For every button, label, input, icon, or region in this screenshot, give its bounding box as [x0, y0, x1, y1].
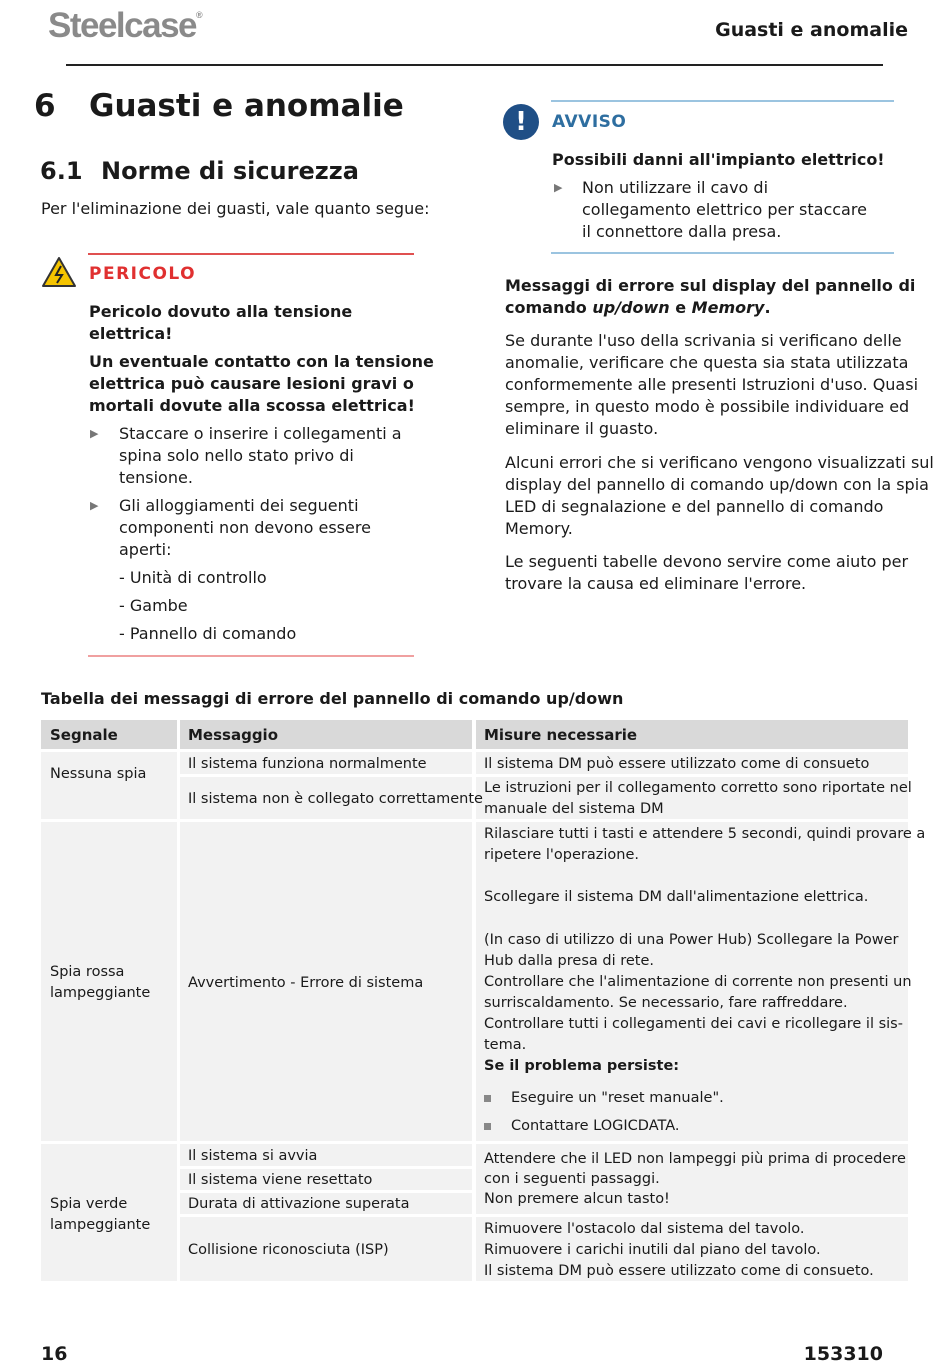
electric-warning-icon [41, 256, 77, 288]
errors-paragraph-2: Alcuni errori che si verificano vengono visualizzati sul display del pannello di comando up/down con la spia LED di segnalazione e del pannello di comando Memory. [505, 453, 934, 538]
signal-none: Nessuna spia [50, 766, 147, 782]
page-number: 16 [41, 1343, 68, 1365]
errors-paragraph-3: Le seguenti tabelle devono servire come aiuto per trovare la causa ed eliminare l'errore. [505, 552, 909, 593]
section-heading: 6.1 Norme di sicurezza [40, 157, 359, 185]
document-number: 153310 [803, 1343, 883, 1365]
action-text: Attendere che il LED non lampeggi più prima di procedere con i seguenti passaggi. Non premere alcun tasto! [484, 1151, 906, 1207]
square-bullet-icon [484, 1095, 491, 1102]
table-title: Tabella dei messaggi di errore del pannello di comando up/down [41, 689, 624, 708]
signal-red-blinking: Spia rossa lampeggiante [50, 964, 151, 1001]
danger-step-2: Gli alloggiamenti dei seguenti componenti non devono essere aperti: [119, 496, 371, 559]
action-text: Il sistema DM può essere utilizzato come di consueto [484, 756, 870, 772]
message-text: Il sistema non è collegato correttamente [188, 791, 483, 807]
message-text: Durata di attivazione superata [188, 1196, 410, 1212]
errors-heading: Messaggi di errore sul display del pannello di comando up/down e Memory. [505, 276, 916, 317]
notice-step: Non utilizzare il cavo di collegamento elettrico per staccare il connettore dalla presa. [582, 178, 867, 241]
danger-label: PERICOLO [89, 264, 197, 284]
notice-label: AVVISO [552, 112, 627, 132]
danger-step-1: Staccare o inserire i collegamenti a spina solo nello stato privo di tensione. [119, 424, 402, 487]
table-cell [41, 752, 177, 819]
header-divider [66, 64, 883, 66]
list-item: Contattare LOGICDATA. [484, 1116, 680, 1137]
errors-paragraph-1: Se durante l'uso della scrivania si verificano delle anomalie, verificare che questa sia stata utilizzata conformemente alle presenti Istruzioni d'uso. Quasi sempre, in questo modo è possibile individuare ed eliminare il guasto. [505, 331, 919, 438]
message-text: Il sistema si avvia [188, 1148, 318, 1164]
message-text: Avvertimento - Errore di sistema [188, 975, 424, 991]
action-text: Rimuovere l'ostacolo dal sistema del tavolo. Rimuovere i carichi inutili dal piano del tavolo. Il sistema DM può essere utilizzato come di consueto. [484, 1221, 874, 1279]
chapter-heading: 6 Guasti e anomalie [34, 88, 404, 124]
arrow-bullet-icon: ▶ [90, 427, 99, 440]
danger-warning: Un eventuale contatto con la tensione elettrica può causare lesioni gravi o mortali dovute alla scossa elettrica! [89, 352, 434, 415]
header-signal: Segnale [50, 726, 118, 744]
header-message: Messaggio [188, 726, 278, 744]
header-actions: Misure necessarie [484, 726, 638, 744]
steelcase-logo: Steelcase® [48, 6, 203, 45]
list-item: Eseguire un "reset manuale". [484, 1088, 724, 1109]
message-text: Collisione riconosciuta (ISP) [188, 1242, 389, 1258]
signal-green-blinking: Spia verde lampeggiante [50, 1196, 151, 1233]
component-item: - Gambe [119, 596, 188, 615]
intro-text: Per l'eliminazione dei guasti, vale quanto segue: [41, 199, 430, 218]
arrow-bullet-icon: ▶ [90, 499, 99, 512]
message-text: Il sistema funziona normalmente [188, 756, 427, 772]
message-text: Il sistema viene resettato [188, 1172, 373, 1188]
component-item: - Unità di controllo [119, 568, 267, 587]
action-text: Rilasciare tutti i tasti e attendere 5 secondi, quindi provare a ripetere l'operazione. Scollegare il sistema DM dall'alimentazione elettrica. (In caso di utilizzo di una Power Hub) Scollegare la Power Hub dalla presa di rete. Controllare che l'alimentazione di corrente non presenti un surriscaldamento. Se necessario, fare raffreddare. Controllare tutti i collegamenti dei cavi e ricollegare il sis- tema. Se il problema persiste: [484, 826, 926, 1074]
header-title: Guasti e anomalie [715, 19, 908, 41]
exclamation-icon: ! [503, 104, 539, 140]
square-bullet-icon [484, 1123, 491, 1130]
danger-headline: Pericolo dovuto alla tensione elettrica! [89, 302, 353, 343]
arrow-bullet-icon: ▶ [554, 181, 563, 194]
component-item: - Pannello di comando [119, 624, 297, 643]
action-text: Le istruzioni per il collegamento corretto sono riportate nel manuale del sistema DM [484, 780, 912, 817]
notice-headline: Possibili danni all'impianto elettrico! [552, 150, 885, 169]
